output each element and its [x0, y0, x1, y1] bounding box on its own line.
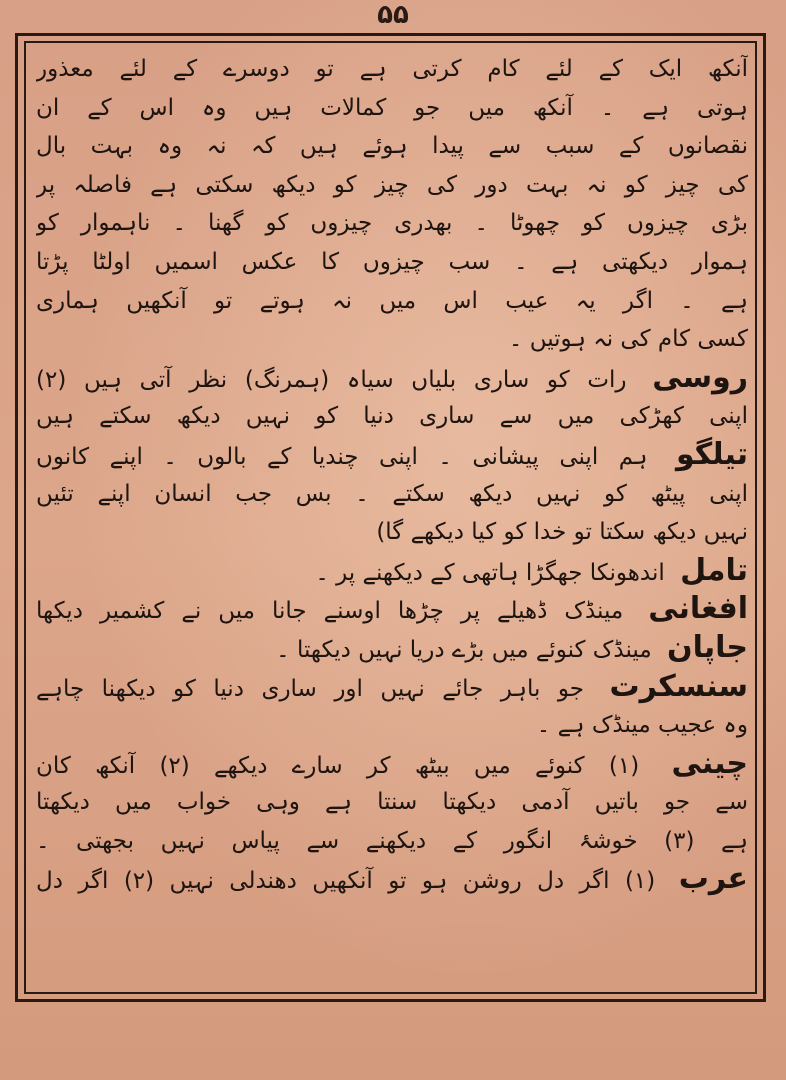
line-text: ہموار دیکھتی ہے ۔ سب چیزوں کا عکس اسمیں اولٹا پڑتا [36, 248, 748, 275]
text-line [36, 282, 748, 321]
text-line [36, 243, 748, 282]
text-line [36, 590, 748, 629]
line-text: رات کو ساری بلیاں سیاہ (ہمرنگ) نظر آتی ہیں (۲) [36, 366, 627, 393]
line-text: مینڈک ڈھیلے پر چڑھا اوسنے جانا میں نے کشمیر دیکھا [36, 598, 624, 625]
line-text: نقصانوں کے سبب سے پیدا ہوئے ہیں کہ نہ وہ بہت بال [36, 133, 748, 160]
language-heading: جاپان [666, 629, 748, 665]
text-line [36, 397, 748, 436]
line-text: ہے ۔ اگر یہ عیب اس میں نہ ہوتے تو آنکھیں ہماری [36, 287, 748, 314]
language-heading: سنسکرت [609, 668, 748, 704]
line-text: آنکھ ایک کے لئے کام کرتی ہے تو دوسرے کے لئے معذور [36, 56, 748, 82]
text-line [36, 745, 748, 784]
text-line [36, 320, 748, 359]
language-heading: افغانی [648, 591, 748, 627]
text-line [36, 668, 748, 707]
line-text: (۱) اگر دل روشن ہو تو آنکھیں دھندلی نہیں (۲) اگر دل [36, 868, 656, 895]
line-text: ہوتی ہے ۔ آنکھ میں جو کمالات ہیں وہ اس کے ان [36, 94, 748, 121]
line-text: وہ عجیب مینڈک ہے ۔ [536, 712, 748, 739]
text-line [36, 629, 748, 668]
line-text: ہے (۳) خوشۂ انگور کے دیکھنے سے پیاس نہیں بجھتی ۔ [36, 827, 748, 854]
text-line [36, 860, 748, 899]
text-line [36, 127, 748, 166]
body-text [36, 50, 748, 899]
text-line [36, 552, 748, 591]
text-line [36, 166, 748, 205]
language-heading: روسی [652, 359, 748, 395]
language-heading: تامل [680, 552, 748, 588]
line-text: جو باہر جائے نہیں اور ساری دنیا کو دیکھنا چاہے [36, 675, 584, 702]
line-text: (۱) کنوئے میں بیٹھ کر سارے دیکھے (۲) آنکھ کان [36, 752, 640, 779]
text-line [36, 783, 748, 822]
text-line [36, 359, 748, 398]
text-line [36, 436, 748, 475]
text-line [36, 513, 748, 552]
line-text: اپنی پیٹھ کو نہیں دیکھ سکتے ۔ بس جب انسان اپنے تئیں [36, 480, 748, 507]
text-line [36, 204, 748, 243]
line-text: نہیں دیکھ سکتا تو خدا کو کیا دیکھے گا) [376, 519, 748, 546]
line-text: ہم اپنی پیشانی ۔ اپنی چندیا کے بالوں ۔ اپنے کانوں [36, 443, 648, 470]
line-text: مینڈک کنوئے میں بڑے دریا نہیں دیکھتا ۔ [276, 636, 652, 663]
page-number: ۵۵ [377, 0, 409, 30]
line-text: اپنی کھڑکی میں سے ساری دنیا کو نہیں دیکھ سکتے ہیں [36, 403, 748, 430]
line-text: کسی کام کی نہ ہوتیں ۔ [508, 326, 748, 353]
language-heading: تیلگو [676, 436, 748, 472]
language-heading: عرب [678, 861, 748, 897]
text-line [36, 706, 748, 745]
text-line [36, 822, 748, 861]
line-text: کی چیز کو نہ بہت دور کی چیز کو دیکھ سکتی ہے فاصلہ پر [36, 171, 748, 198]
line-text: سے جو باتیں آدمی دیکھتا سنتا ہے وہی خواب میں دیکھتا [36, 789, 748, 816]
language-heading: چینی [671, 745, 748, 781]
text-line [36, 50, 748, 89]
line-text: اندھونکا جھگڑا ہاتھی کے دیکھنے پر ۔ [315, 559, 665, 586]
line-text: بڑی چیزوں کو چھوٹا ۔ بھدری چیزوں کو گھنا ۔ ناہموار کو [36, 210, 748, 237]
text-line [36, 475, 748, 514]
text-line [36, 89, 748, 128]
